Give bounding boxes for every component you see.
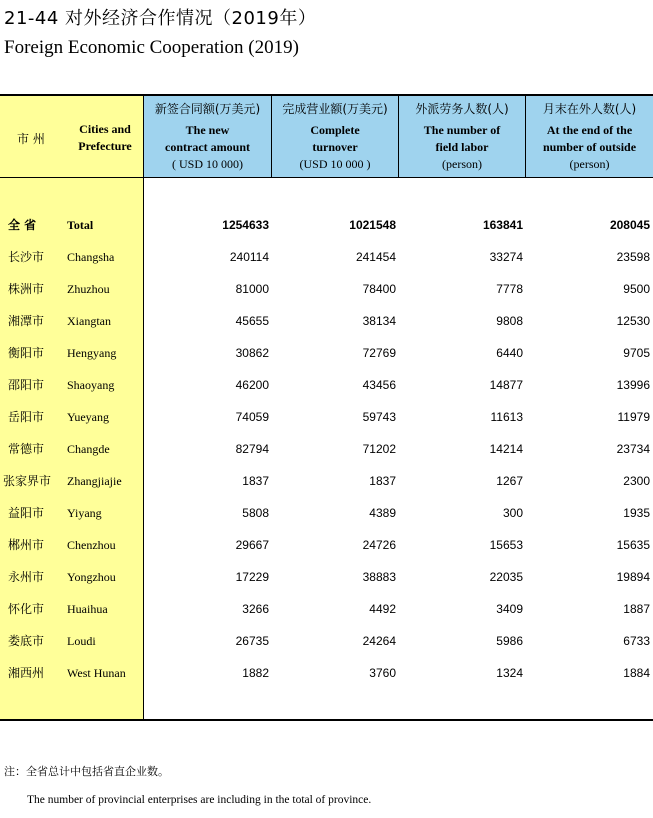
cell-outside: 9500 bbox=[623, 282, 650, 296]
cell-outside: 11979 bbox=[617, 410, 650, 424]
row-city-cn: 常德市 bbox=[8, 442, 45, 456]
cell-labor: 163841 bbox=[482, 218, 523, 232]
table-row bbox=[0, 369, 653, 401]
row-city-cn: 益阳市 bbox=[8, 506, 45, 520]
row-city-cn: 张家界市 bbox=[3, 474, 52, 488]
cell-outside: 1884 bbox=[623, 666, 650, 680]
bottom-rule bbox=[0, 719, 653, 721]
row-city-cn: 岳阳市 bbox=[8, 410, 45, 424]
row-city-en: Zhuzhou bbox=[67, 282, 110, 296]
cell-turnover: 72769 bbox=[362, 346, 396, 360]
header-city-cn: 市 州 bbox=[17, 132, 45, 146]
row-city-cn: 郴州市 bbox=[8, 538, 45, 552]
cell-outside: 12530 bbox=[616, 314, 650, 328]
row-city-en: Loudi bbox=[67, 634, 96, 648]
table-row bbox=[0, 625, 653, 657]
cell-turnover: 24726 bbox=[362, 538, 396, 552]
table-row bbox=[0, 529, 653, 561]
row-city-en: Chenzhou bbox=[67, 538, 116, 552]
cell-turnover: 59743 bbox=[362, 410, 396, 424]
cell-contract: 46200 bbox=[235, 378, 269, 392]
row-city-en: Yiyang bbox=[67, 506, 102, 520]
cell-outside: 19894 bbox=[616, 570, 650, 584]
cell-labor: 6440 bbox=[496, 346, 523, 360]
row-city-en: Huaihua bbox=[67, 602, 108, 616]
cell-turnover: 4389 bbox=[369, 506, 396, 520]
cell-labor: 3409 bbox=[496, 602, 523, 616]
cell-turnover: 3760 bbox=[369, 666, 396, 680]
table-row bbox=[0, 241, 653, 273]
header-col4-cn: 月末在外人数(人) bbox=[542, 102, 637, 116]
cell-turnover: 71202 bbox=[362, 442, 396, 456]
header-col2-cn: 完成营业额(万美元) bbox=[282, 102, 388, 116]
cell-contract: 82794 bbox=[235, 442, 269, 456]
cell-turnover: 43456 bbox=[362, 378, 396, 392]
table-row bbox=[0, 561, 653, 593]
cell-turnover: 1021548 bbox=[349, 218, 396, 232]
cell-contract: 26735 bbox=[235, 634, 269, 648]
cell-turnover: 4492 bbox=[369, 602, 396, 616]
top-rule bbox=[0, 94, 653, 96]
cell-contract: 1837 bbox=[242, 474, 269, 488]
cell-outside: 15635 bbox=[616, 538, 650, 552]
row-city-cn: 衡阳市 bbox=[8, 346, 45, 360]
table-row bbox=[0, 657, 653, 689]
header-city-en: Cities and Prefecture bbox=[78, 122, 132, 153]
row-city-cn: 怀化市 bbox=[8, 602, 45, 616]
table-row bbox=[0, 497, 653, 529]
row-city-cn: 株洲市 bbox=[8, 282, 45, 296]
row-city-en: Zhangjiajie bbox=[67, 474, 122, 488]
row-city-cn: 娄底市 bbox=[8, 634, 45, 648]
cell-labor: 33274 bbox=[489, 250, 523, 264]
table-row bbox=[0, 465, 653, 497]
row-city-cn: 全 省 bbox=[8, 218, 37, 232]
header-col2-en: Complete turnover (USD 10 000 ) bbox=[299, 123, 371, 171]
table-row bbox=[0, 433, 653, 465]
header-rule bbox=[0, 177, 653, 178]
table-row-total bbox=[0, 209, 653, 241]
row-city-cn: 湘西州 bbox=[8, 666, 45, 680]
header-col4-en: At the end of the number of outside (person) bbox=[542, 123, 637, 171]
row-city-cn: 湘潭市 bbox=[8, 314, 45, 328]
table-row bbox=[0, 337, 653, 369]
cell-outside: 13996 bbox=[616, 378, 650, 392]
cell-outside: 2300 bbox=[623, 474, 650, 488]
cell-labor: 14214 bbox=[489, 442, 523, 456]
cell-outside: 6733 bbox=[623, 634, 650, 648]
cell-outside: 23598 bbox=[616, 250, 650, 264]
cell-labor: 300 bbox=[502, 506, 523, 520]
cell-outside: 1935 bbox=[623, 506, 650, 520]
cell-labor: 14877 bbox=[489, 378, 523, 392]
cell-labor: 1267 bbox=[496, 474, 523, 488]
cell-labor: 15653 bbox=[489, 538, 523, 552]
row-city-en: Changsha bbox=[67, 250, 115, 264]
header-col1-cn: 新签合同额(万美元) bbox=[154, 102, 261, 116]
row-city-en: Yongzhou bbox=[67, 570, 116, 584]
cell-contract: 29667 bbox=[235, 538, 269, 552]
table-row bbox=[0, 273, 653, 305]
cell-contract: 81000 bbox=[235, 282, 269, 296]
row-city-en: Xiangtan bbox=[67, 314, 111, 328]
cell-contract: 45655 bbox=[235, 314, 269, 328]
table-row bbox=[0, 593, 653, 625]
cell-labor: 22035 bbox=[489, 570, 523, 584]
cell-labor: 9808 bbox=[496, 314, 523, 328]
cell-contract: 1254633 bbox=[222, 218, 269, 232]
cell-contract: 3266 bbox=[242, 602, 269, 616]
cell-contract: 5808 bbox=[242, 506, 269, 520]
table-row bbox=[0, 401, 653, 433]
cell-outside: 23734 bbox=[616, 442, 650, 456]
cell-labor: 5986 bbox=[496, 634, 523, 648]
cell-labor: 1324 bbox=[496, 666, 523, 680]
cell-turnover: 78400 bbox=[362, 282, 396, 296]
row-city-en: Total bbox=[67, 218, 94, 232]
cell-turnover: 241454 bbox=[355, 250, 396, 264]
cell-labor: 11613 bbox=[490, 410, 523, 424]
footnote-chinese: 注：全省总计中包括省直企业数。 bbox=[4, 765, 169, 778]
cell-contract: 240114 bbox=[229, 250, 269, 264]
table-title-chinese: 21-44 对外经济合作情况（2019年） bbox=[4, 8, 317, 29]
cell-labor: 7778 bbox=[496, 282, 523, 296]
table-row bbox=[0, 305, 653, 337]
cell-outside: 208045 bbox=[609, 218, 650, 232]
cell-contract: 17229 bbox=[235, 570, 269, 584]
cell-turnover: 1837 bbox=[369, 474, 396, 488]
header-col3-cn: 外派劳务人数(人) bbox=[415, 102, 509, 116]
cell-turnover: 24264 bbox=[362, 634, 396, 648]
footnote-english: The number of provincial enterprises are including in the total of province. bbox=[27, 794, 372, 806]
row-city-cn: 永州市 bbox=[8, 570, 45, 584]
header-col1-en: The new contract amount ( USD 10 000) bbox=[165, 123, 250, 171]
row-city-en: Hengyang bbox=[67, 346, 117, 360]
row-city-cn: 长沙市 bbox=[8, 250, 45, 264]
cell-contract: 1882 bbox=[242, 666, 269, 680]
cell-turnover: 38134 bbox=[362, 314, 396, 328]
row-city-en: Yueyang bbox=[67, 410, 109, 424]
row-city-en: West Hunan bbox=[67, 666, 126, 680]
cell-contract: 74059 bbox=[235, 410, 269, 424]
row-city-cn: 邵阳市 bbox=[8, 378, 45, 392]
cell-outside: 1887 bbox=[623, 602, 650, 616]
cell-turnover: 38883 bbox=[362, 570, 396, 584]
row-city-en: Changde bbox=[67, 442, 110, 456]
cell-contract: 30862 bbox=[235, 346, 269, 360]
table-title-english: Foreign Economic Cooperation (2019) bbox=[4, 37, 299, 58]
cell-outside: 9705 bbox=[623, 346, 650, 360]
header-col3-en: The number of field labor (person) bbox=[423, 123, 501, 171]
row-city-en: Shaoyang bbox=[67, 378, 115, 392]
